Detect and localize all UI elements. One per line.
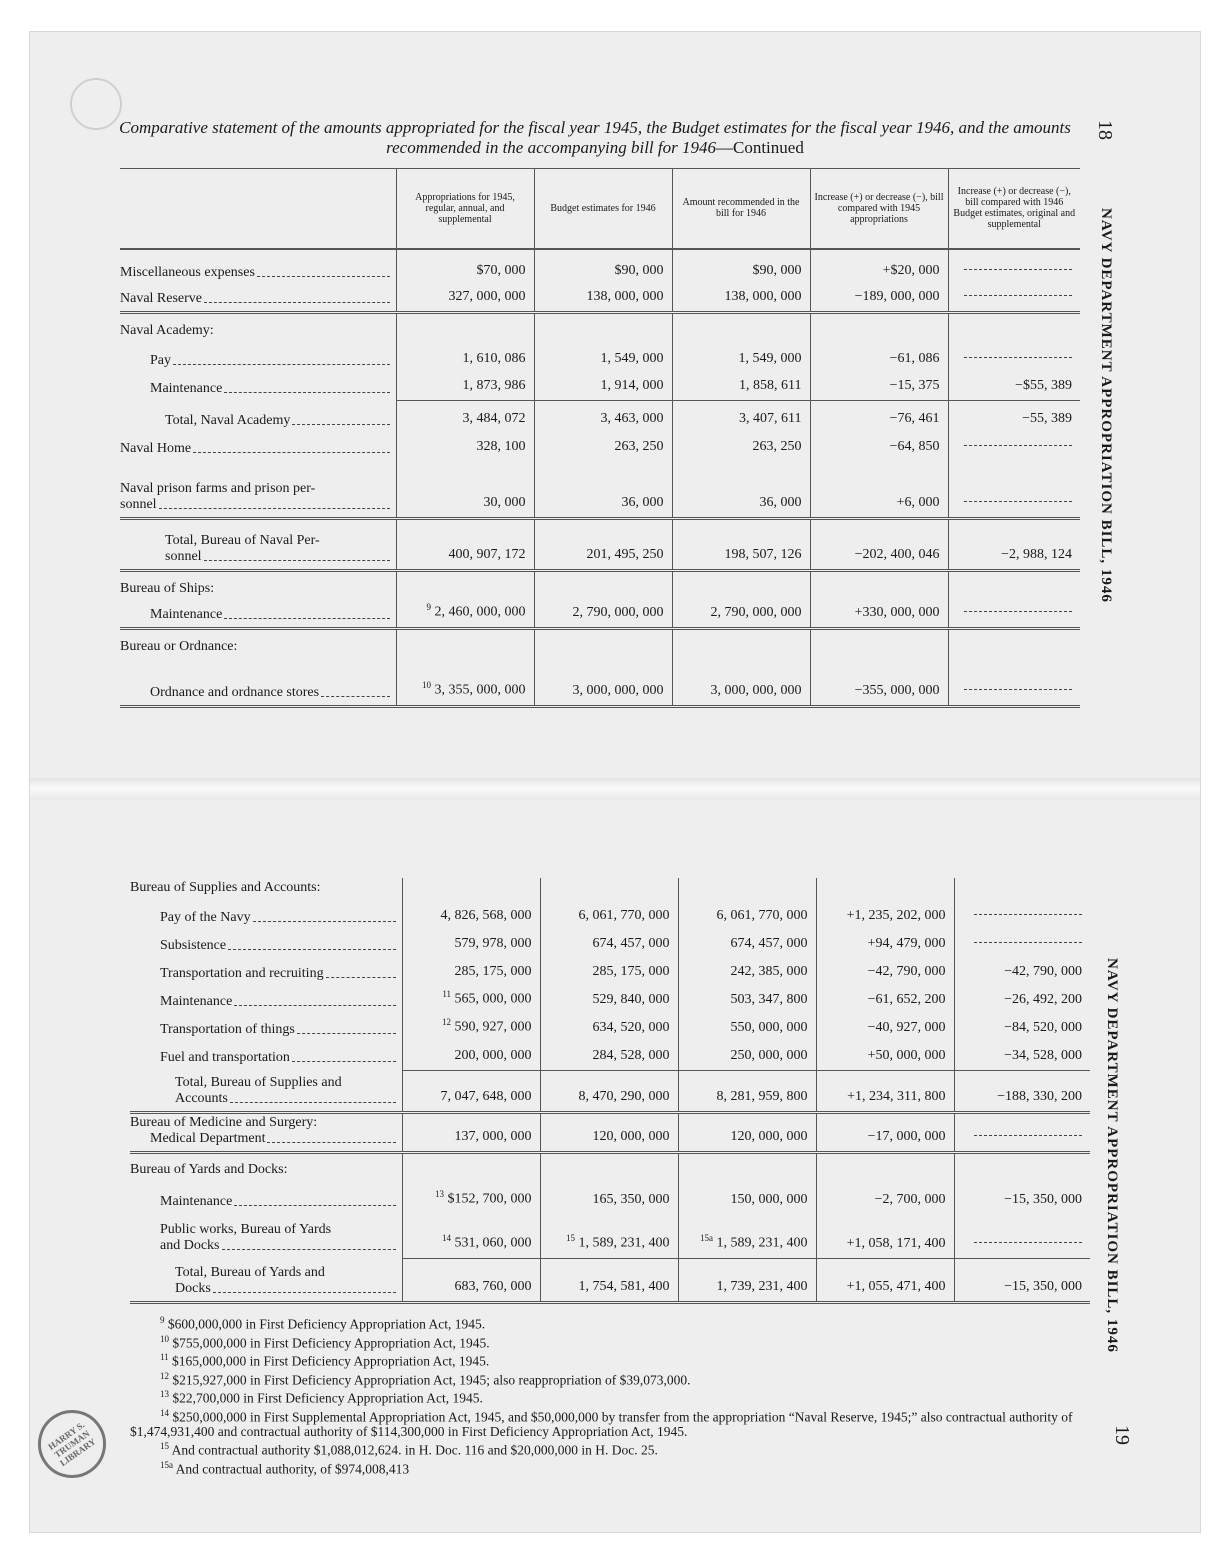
cell-col-3: 36, 000 <box>672 461 810 519</box>
cell-col-4 <box>810 313 948 343</box>
cell-col-1: $^{10}$ 3, 355, 000, 000 <box>396 659 534 707</box>
row-label: Transportation of things <box>130 1014 402 1042</box>
cell-col-4: −202, 400, 046 <box>810 519 948 571</box>
cell-col-1: $^9$ 2, 460, 000, 000 <box>396 601 534 629</box>
cell-col-5: −$55, 389 <box>948 373 1080 401</box>
cell-col-2: 8, 470, 290, 000 <box>540 1070 678 1112</box>
cell-col-1: $^{14}$ 531, 060, 000 <box>402 1214 540 1258</box>
table-row <box>130 1014 1090 1042</box>
footnotes <box>130 1313 1095 1476</box>
col-header-1945: Appropriations for 1945, regular, annual, and supplemental <box>396 169 534 249</box>
row-label: Miscellaneous expenses <box>120 249 396 285</box>
cell-col-5 <box>948 433 1080 461</box>
cell-col-4: +1, 055, 471, 400 <box>816 1258 954 1302</box>
cell-col-4: +50, 000, 000 <box>816 1042 954 1070</box>
table-section-heading <box>120 629 1080 659</box>
cell-col-3: 3, 407, 611 <box>672 401 810 433</box>
cell-col-1: 327, 000, 000 <box>396 285 534 313</box>
cell-col-3: 1, 858, 611 <box>672 373 810 401</box>
row-label: Public works, Bureau of Yards and Docks <box>130 1214 402 1258</box>
cell-col-1: 328, 100 <box>396 433 534 461</box>
cell-col-4: +1, 235, 202, 000 <box>816 900 954 930</box>
cell-col-3: 250, 000, 000 <box>678 1042 816 1070</box>
row-label: Pay <box>120 343 396 373</box>
table-row <box>130 1042 1090 1070</box>
cell-col-1: $^{13}$ $152, 700, 000 <box>402 1182 540 1214</box>
table-row <box>130 1112 1090 1152</box>
row-label: Transportation and recruiting <box>130 958 402 986</box>
cell-col-2: 6, 061, 770, 000 <box>540 900 678 930</box>
table-row <box>120 519 1080 571</box>
cell-col-4: +1, 058, 171, 400 <box>816 1214 954 1258</box>
cell-col-3: 1, 739, 231, 400 <box>678 1258 816 1302</box>
cell-col-1 <box>396 313 534 343</box>
col-header-recommended: Amount recommended in the bill for 1946 <box>672 169 810 249</box>
cell-col-5: −26, 492, 200 <box>954 986 1090 1014</box>
cell-col-5 <box>948 343 1080 373</box>
cell-col-2: 2, 790, 000, 000 <box>534 601 672 629</box>
cell-col-3 <box>672 571 810 601</box>
cell-col-2 <box>534 313 672 343</box>
cell-col-4: +1, 234, 311, 800 <box>816 1070 954 1112</box>
cell-col-4 <box>810 571 948 601</box>
cell-col-5: −2, 988, 124 <box>948 519 1080 571</box>
row-label: Naval Academy: <box>120 322 214 338</box>
footnote-item: $^9$ $600,000,000 in First Deficiency Appropriation Act, 1945. <box>160 1315 486 1332</box>
cell-col-4: −64, 850 <box>810 433 948 461</box>
footnote-item: $^{11}$ $165,000,000 in First Deficiency Appropriation Act, 1945. <box>160 1352 490 1369</box>
cell-col-2 <box>540 1152 678 1182</box>
table-section-heading <box>130 1152 1090 1182</box>
cell-col-5 <box>954 1112 1090 1152</box>
cell-col-4: −15, 375 <box>810 373 948 401</box>
cell-col-2: 1, 754, 581, 400 <box>540 1258 678 1302</box>
cell-col-3 <box>678 1152 816 1182</box>
cell-col-2: 3, 000, 000, 000 <box>534 659 672 707</box>
cell-col-1: 200, 000, 000 <box>402 1042 540 1070</box>
cell-col-2: 36, 000 <box>534 461 672 519</box>
cell-col-2: 263, 250 <box>534 433 672 461</box>
cell-col-1: 4, 826, 568, 000 <box>402 900 540 930</box>
cell-col-1: 1, 873, 986 <box>396 373 534 401</box>
table-row <box>120 601 1080 629</box>
cell-col-1: 7, 047, 648, 000 <box>402 1070 540 1112</box>
table-row <box>130 1258 1090 1302</box>
cell-col-1: 1, 610, 086 <box>396 343 534 373</box>
row-label: Naval Reserve <box>120 285 396 313</box>
side-running-head-bottom: NAVY DEPARTMENT APPROPRIATION BILL, 1946 <box>1104 958 1120 1353</box>
cell-col-2: $^{15}$ 1, 589, 231, 400 <box>540 1214 678 1258</box>
cell-col-5: −188, 330, 200 <box>954 1070 1090 1112</box>
row-label: Maintenance <box>130 1182 402 1214</box>
cell-col-3: 674, 457, 000 <box>678 930 816 958</box>
row-label: Maintenance <box>120 601 396 629</box>
cell-col-3 <box>672 313 810 343</box>
cell-col-1 <box>396 571 534 601</box>
cell-col-2: 634, 520, 000 <box>540 1014 678 1042</box>
footnote-item: $^{15a}$ And contractual authority, of $974,008,413 <box>160 1459 410 1476</box>
cell-col-3: 263, 250 <box>672 433 810 461</box>
cell-col-4: −189, 000, 000 <box>810 285 948 313</box>
cell-col-5 <box>954 1214 1090 1258</box>
cell-col-3: 503, 347, 800 <box>678 986 816 1014</box>
cell-col-3: 2, 790, 000, 000 <box>672 601 810 629</box>
col-header-budget: Budget estimates for 1946 <box>534 169 672 249</box>
cell-col-5: −55, 389 <box>948 401 1080 433</box>
row-label: Total, Bureau of Yards and Docks <box>130 1258 402 1302</box>
row-label: Bureau of Supplies and Accounts: <box>130 880 321 895</box>
table-row <box>130 1070 1090 1112</box>
col-header-vs-budget: Increase (+) or decrease (−), bill compared with 1946 Budget estimates, original and supplemental <box>948 169 1080 249</box>
cell-col-2: 138, 000, 000 <box>534 285 672 313</box>
cell-col-3: 150, 000, 000 <box>678 1182 816 1214</box>
table-row <box>130 1214 1090 1258</box>
row-label: Bureau or Ordnance: <box>120 638 238 654</box>
cell-col-2: 120, 000, 000 <box>540 1112 678 1152</box>
cell-col-3 <box>678 878 816 900</box>
cell-col-1: $70, 000 <box>396 249 534 285</box>
cell-col-3 <box>672 629 810 659</box>
cell-col-2: 165, 350, 000 <box>540 1182 678 1214</box>
cell-col-1 <box>402 1152 540 1182</box>
cell-col-1: $^{12}$ 590, 927, 000 <box>402 1014 540 1042</box>
library-stamp: HARRY S. TRUMAN LIBRARY <box>25 1397 120 1492</box>
cell-col-3: 138, 000, 000 <box>672 285 810 313</box>
column-header-row <box>120 169 1080 249</box>
cell-col-2: 285, 175, 000 <box>540 958 678 986</box>
cell-col-5: −15, 350, 000 <box>954 1258 1090 1302</box>
cell-col-5 <box>948 601 1080 629</box>
cell-col-2 <box>534 629 672 659</box>
cell-col-5: −15, 350, 000 <box>954 1182 1090 1214</box>
row-label: Naval prison farms and prison per- sonnel <box>120 461 396 519</box>
table-row <box>120 373 1080 401</box>
table-row <box>120 461 1080 519</box>
table-row <box>130 986 1090 1014</box>
cell-col-4: +$20, 000 <box>810 249 948 285</box>
cell-col-1 <box>402 878 540 900</box>
cell-col-2: 1, 549, 000 <box>534 343 672 373</box>
side-running-head-top: NAVY DEPARTMENT APPROPRIATION BILL, 1946 <box>1098 208 1114 603</box>
cell-col-5 <box>954 900 1090 930</box>
appropriations-table-bottom <box>130 878 1090 1304</box>
cell-col-1: $^{11}$ 565, 000, 000 <box>402 986 540 1014</box>
row-label: Bureau of Yards and Docks: <box>130 1162 288 1177</box>
footnote-item: $^{15}$ And contractual authority $1,088,012,624. in H. Doc. 116 and $20,000,000 in H. Doc. 25. <box>160 1441 658 1458</box>
table-row <box>130 900 1090 930</box>
row-label: Ordnance and ordnance stores <box>120 659 396 707</box>
cell-col-5 <box>948 285 1080 313</box>
cell-col-3: 550, 000, 000 <box>678 1014 816 1042</box>
row-label: Total, Bureau of Naval Per- sonnel <box>120 519 396 571</box>
table-section-heading <box>120 571 1080 601</box>
cell-col-2: 284, 528, 000 <box>540 1042 678 1070</box>
footnote-item: $^{12}$ $215,927,000 in First Deficiency Appropriation Act, 1945; also reappropriation of $39,073,000. <box>160 1370 691 1387</box>
cell-col-2: 529, 840, 000 <box>540 986 678 1014</box>
cell-col-3: 1, 549, 000 <box>672 343 810 373</box>
row-label: Maintenance <box>120 373 396 401</box>
cell-col-5 <box>948 249 1080 285</box>
cell-col-4 <box>816 878 954 900</box>
cell-col-4: −40, 927, 000 <box>816 1014 954 1042</box>
row-label: Naval Home <box>120 433 396 461</box>
table-row <box>120 659 1080 707</box>
cell-col-5: −84, 520, 000 <box>954 1014 1090 1042</box>
cell-col-3: 3, 000, 000, 000 <box>672 659 810 707</box>
footnote-item: $^{13}$ $22,700,000 in First Deficiency Appropriation Act, 1945. <box>160 1389 483 1406</box>
cell-col-3: $90, 000 <box>672 249 810 285</box>
cell-col-1: 400, 907, 172 <box>396 519 534 571</box>
footnote-item: $^{10}$ $755,000,000 in First Deficiency Appropriation Act, 1945. <box>160 1333 490 1350</box>
cell-col-4 <box>816 1152 954 1182</box>
cell-col-5 <box>948 461 1080 519</box>
cell-col-4: −42, 790, 000 <box>816 958 954 986</box>
cell-col-4: −17, 000, 000 <box>816 1112 954 1152</box>
row-label: Total, Bureau of Supplies and Accounts <box>130 1070 402 1112</box>
cell-col-1: 30, 000 <box>396 461 534 519</box>
table-section-heading <box>120 313 1080 343</box>
cell-col-4 <box>810 629 948 659</box>
cell-col-4: +94, 479, 000 <box>816 930 954 958</box>
cell-col-1: 285, 175, 000 <box>402 958 540 986</box>
cell-col-2: 201, 495, 250 <box>534 519 672 571</box>
cell-col-3: 120, 000, 000 <box>678 1112 816 1152</box>
col-header-vs-1945: Increase (+) or decrease (−), bill compared with 1945 appropriations <box>810 169 948 249</box>
cell-col-4: +330, 000, 000 <box>810 601 948 629</box>
cell-col-2: 3, 463, 000 <box>534 401 672 433</box>
cell-col-4: −61, 086 <box>810 343 948 373</box>
table-row <box>120 343 1080 373</box>
page-number-bottom: 19 <box>1111 1425 1133 1445</box>
cell-col-2 <box>534 571 672 601</box>
cell-col-4: +6, 000 <box>810 461 948 519</box>
row-label: Bureau of Medicine and Surgery: Medical Department <box>130 1112 402 1152</box>
cell-col-3: 6, 061, 770, 000 <box>678 900 816 930</box>
cell-col-5: −34, 528, 000 <box>954 1042 1090 1070</box>
cell-col-5 <box>948 629 1080 659</box>
cell-col-5 <box>948 571 1080 601</box>
cell-col-1: 683, 760, 000 <box>402 1258 540 1302</box>
table-row <box>130 958 1090 986</box>
row-label: Bureau of Ships: <box>120 580 215 596</box>
cell-col-4: −76, 461 <box>810 401 948 433</box>
cell-col-3: 198, 507, 126 <box>672 519 810 571</box>
cell-col-1 <box>396 629 534 659</box>
appropriations-table-top <box>120 168 1080 708</box>
cell-col-3: 8, 281, 959, 800 <box>678 1070 816 1112</box>
cell-col-4: −2, 700, 000 <box>816 1182 954 1214</box>
page-title: Comparative statement of the amounts appropriated for the fiscal year 1945, the Budget estimates for the fiscal year 1946, and the amounts recommended in the accompanying bill for 1946—Continued <box>119 118 1071 157</box>
table-section-heading <box>130 878 1090 900</box>
cell-col-4: −355, 000, 000 <box>810 659 948 707</box>
table-row <box>120 285 1080 313</box>
cell-col-5: −42, 790, 000 <box>954 958 1090 986</box>
cell-col-2: 1, 914, 000 <box>534 373 672 401</box>
footnote-item: $^{14}$ $250,000,000 in First Supplemental Appropriation Act, 1945, and $50,000,000 by transfer from the appropriation “Naval Reserve, 1945;” also contractual authority of $1,474,931,400 and contractual authority of $114,300,000 in First Deficiency Appropriation Act, 1945. <box>130 1407 1073 1439</box>
row-label: Maintenance <box>130 986 402 1014</box>
cell-col-3: $^{15a}$ 1, 589, 231, 400 <box>678 1214 816 1258</box>
row-label: Subsistence <box>130 930 402 958</box>
cell-col-5 <box>954 930 1090 958</box>
page-fold <box>30 778 1200 800</box>
cell-col-1: 137, 000, 000 <box>402 1112 540 1152</box>
cell-col-5 <box>948 313 1080 343</box>
table-row <box>130 930 1090 958</box>
page-number-top: 18 <box>1094 120 1116 140</box>
row-label: Pay of the Navy <box>130 900 402 930</box>
cell-col-2: 674, 457, 000 <box>540 930 678 958</box>
table-row <box>120 249 1080 285</box>
row-label: Total, Naval Academy <box>120 401 396 433</box>
table-row <box>130 1182 1090 1214</box>
table-row <box>120 401 1080 433</box>
cell-col-5 <box>954 1152 1090 1182</box>
row-label: Fuel and transportation <box>130 1042 402 1070</box>
table-row <box>120 433 1080 461</box>
cell-col-1: 579, 978, 000 <box>402 930 540 958</box>
cell-col-5 <box>954 878 1090 900</box>
cell-col-3: 242, 385, 000 <box>678 958 816 986</box>
cell-col-5 <box>948 659 1080 707</box>
cell-col-2 <box>540 878 678 900</box>
cell-col-4: −61, 652, 200 <box>816 986 954 1014</box>
cell-col-2: $90, 000 <box>534 249 672 285</box>
cell-col-1: 3, 484, 072 <box>396 401 534 433</box>
